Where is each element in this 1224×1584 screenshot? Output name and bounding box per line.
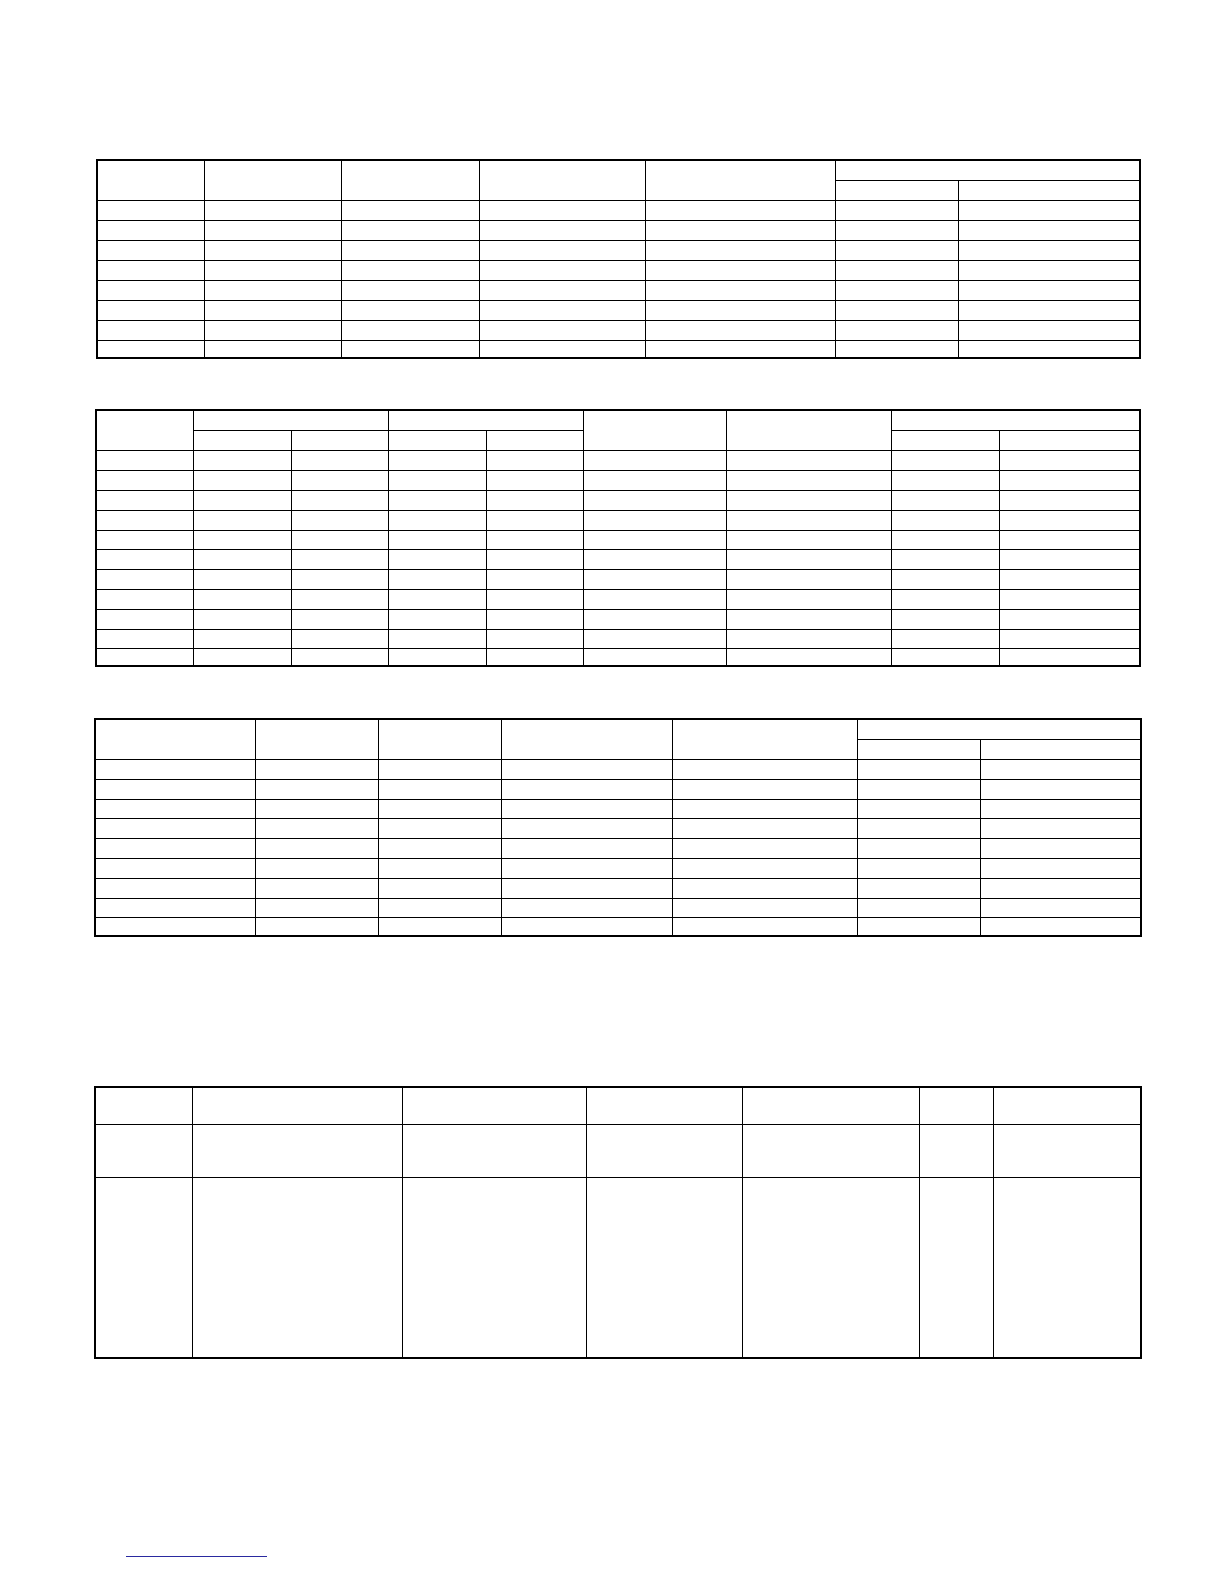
row-divider bbox=[835, 180, 1141, 181]
row-divider bbox=[94, 878, 1142, 879]
row-divider bbox=[95, 589, 1141, 590]
row-divider bbox=[96, 320, 1141, 321]
row-divider bbox=[96, 260, 1141, 261]
row-divider bbox=[94, 838, 1142, 839]
column-divider bbox=[479, 159, 480, 359]
column-divider bbox=[192, 1086, 193, 1359]
table-1 bbox=[96, 159, 1141, 359]
row-divider bbox=[94, 799, 1142, 800]
row-divider bbox=[96, 200, 1141, 201]
row-divider bbox=[94, 779, 1142, 780]
row-divider bbox=[94, 1177, 1142, 1178]
table-border bbox=[96, 159, 1141, 359]
column-divider bbox=[672, 718, 673, 937]
row-divider bbox=[94, 858, 1142, 859]
column-divider bbox=[742, 1086, 743, 1359]
row-divider bbox=[193, 430, 583, 431]
row-divider bbox=[96, 240, 1141, 241]
column-divider bbox=[255, 718, 256, 937]
column-divider bbox=[919, 1086, 920, 1359]
column-divider bbox=[204, 159, 205, 359]
row-divider bbox=[94, 917, 1142, 918]
row-divider bbox=[95, 569, 1141, 570]
row-divider bbox=[94, 1124, 1142, 1125]
column-divider bbox=[341, 159, 342, 359]
table-4 bbox=[94, 1086, 1142, 1359]
column-divider bbox=[402, 1086, 403, 1359]
row-divider bbox=[95, 609, 1141, 610]
column-divider bbox=[586, 1086, 587, 1359]
row-divider bbox=[891, 430, 1141, 431]
row-divider bbox=[95, 490, 1141, 491]
column-divider bbox=[857, 718, 858, 937]
row-divider bbox=[95, 530, 1141, 531]
column-divider bbox=[378, 718, 379, 937]
table-border bbox=[94, 1086, 1142, 1359]
column-divider bbox=[958, 180, 959, 359]
row-divider bbox=[94, 818, 1142, 819]
table-border bbox=[94, 718, 1142, 937]
row-divider bbox=[96, 340, 1141, 341]
row-divider bbox=[96, 300, 1141, 301]
column-divider bbox=[645, 159, 646, 359]
row-divider bbox=[95, 549, 1141, 550]
column-divider bbox=[501, 718, 502, 937]
row-divider bbox=[95, 510, 1141, 511]
table-3 bbox=[94, 718, 1142, 937]
row-divider bbox=[95, 450, 1141, 451]
row-divider bbox=[96, 220, 1141, 221]
row-divider bbox=[95, 470, 1141, 471]
table-2 bbox=[95, 409, 1141, 667]
row-divider bbox=[95, 648, 1141, 649]
row-divider bbox=[96, 280, 1141, 281]
row-divider bbox=[95, 629, 1141, 630]
footnote-rule bbox=[126, 1556, 267, 1557]
row-divider bbox=[94, 898, 1142, 899]
column-divider bbox=[993, 1086, 994, 1359]
row-divider bbox=[94, 759, 1142, 760]
row-divider bbox=[857, 739, 1142, 740]
column-divider bbox=[835, 159, 836, 359]
